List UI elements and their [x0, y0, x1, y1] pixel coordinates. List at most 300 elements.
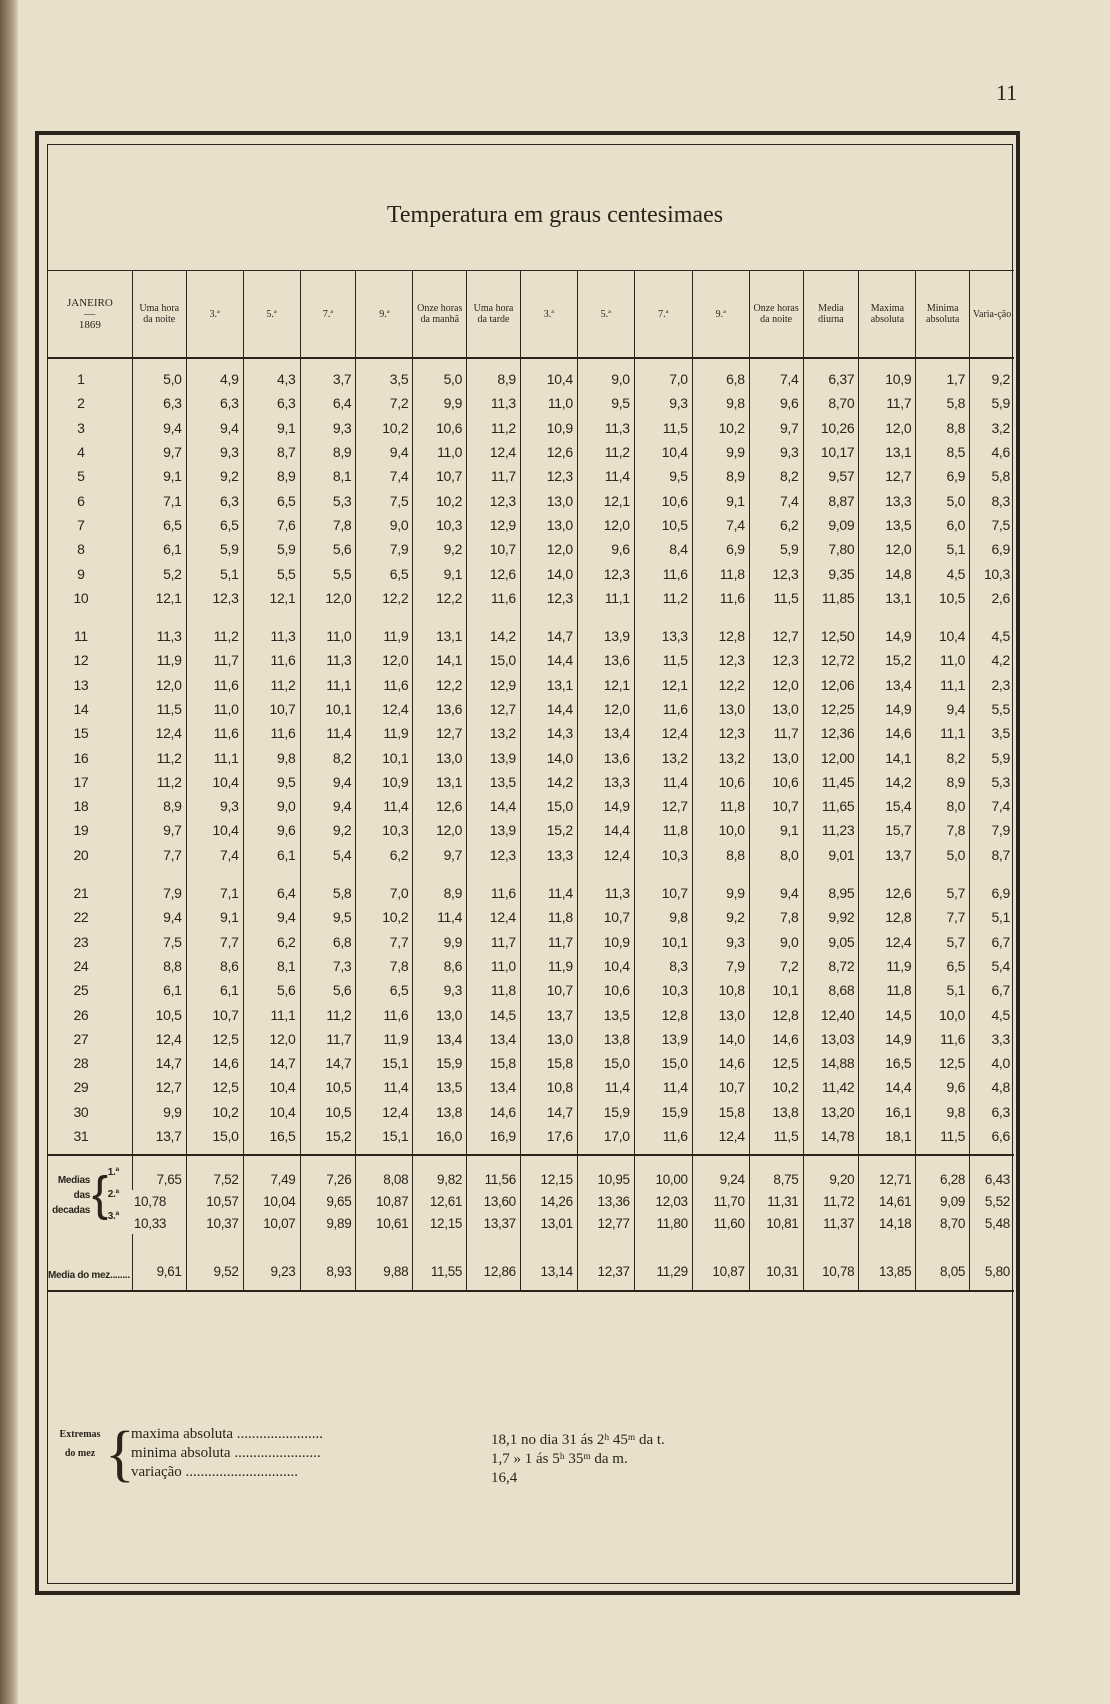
table-cell: 12,15 — [413, 1212, 467, 1234]
table-cell: 6,8 — [692, 358, 749, 391]
table-cell: 8,1 — [300, 464, 356, 488]
table-cell: 11,9 — [356, 610, 413, 648]
table-cell: 7,5 — [356, 488, 413, 512]
table-cell: 13,9 — [577, 610, 634, 648]
header-row — [48, 271, 1014, 359]
table-cell: 11,5 — [634, 648, 692, 672]
table-cell: 14,0 — [520, 745, 577, 769]
table-cell: 14,3 — [520, 721, 577, 745]
column-header: 9.ª — [692, 271, 749, 359]
table-cell: 12,37 — [577, 1260, 634, 1291]
table-cell: 5,1 — [916, 537, 970, 561]
table-cell: 10,3 — [356, 818, 413, 842]
table-cell: 10,07 — [243, 1212, 300, 1234]
table-cell: 9,4 — [916, 697, 970, 721]
table-cell: 9,3 — [186, 794, 243, 818]
table-cell: 14,0 — [520, 561, 577, 585]
table-cell: 7,49 — [243, 1155, 300, 1190]
table-cell: 11,80 — [634, 1212, 692, 1234]
table-cell: 4 — [77, 444, 85, 461]
table-cell: 9,01 — [803, 843, 859, 867]
table-cell: 13,8 — [577, 1027, 634, 1051]
table-cell: 9,4 — [356, 440, 413, 464]
table-cell: 7,9 — [970, 818, 1014, 842]
table-cell: 14,6 — [749, 1027, 803, 1051]
table-cell: 10,2 — [413, 488, 467, 512]
table-cell: 10,1 — [749, 978, 803, 1002]
column-header: 5.ª — [577, 271, 634, 359]
table-cell: 9,09 — [803, 513, 859, 537]
table-row — [48, 1075, 1014, 1099]
table-cell: 9,20 — [803, 1155, 859, 1190]
table-cell: 9,2 — [413, 537, 467, 561]
table-cell: 6,2 — [749, 513, 803, 537]
table-cell: 5,3 — [300, 488, 356, 512]
table-cell: 10,8 — [692, 978, 749, 1002]
table-cell: 12,1 — [634, 673, 692, 697]
table-cell: 4,2 — [970, 648, 1014, 672]
decade-ordinal: 2.ª — [107, 1189, 119, 1201]
table-cell: 9,0 — [577, 358, 634, 391]
table-row — [48, 930, 1014, 954]
table-cell: 9,6 — [577, 537, 634, 561]
table-cell: 11,0 — [186, 697, 243, 721]
table-cell: 11,5 — [634, 416, 692, 440]
table-cell: 10,17 — [803, 440, 859, 464]
table-cell: 6 — [77, 492, 85, 509]
table-cell: 15,7 — [859, 818, 916, 842]
table-cell: 11,6 — [634, 1124, 692, 1155]
table-cell: 12,8 — [859, 905, 916, 929]
table-cell: 14,78 — [803, 1124, 859, 1155]
decade-mean-row — [48, 1190, 1014, 1212]
table-cell: 9,88 — [356, 1260, 413, 1291]
table-cell: 11,37 — [803, 1212, 859, 1234]
table-cell: 11,5 — [749, 1124, 803, 1155]
table-cell: 6,1 — [132, 537, 186, 561]
table-cell: 9,61 — [132, 1260, 186, 1291]
table-cell: 11,2 — [243, 673, 300, 697]
table-cell: 8,5 — [916, 440, 970, 464]
table-cell: 7,2 — [356, 391, 413, 415]
table-cell: 7,4 — [692, 513, 749, 537]
table-cell: 11,29 — [634, 1260, 692, 1291]
table-cell: 10,2 — [749, 1075, 803, 1099]
table-cell: 12,6 — [413, 794, 467, 818]
table-cell: 2 — [77, 395, 85, 412]
table-cell: 7,9 — [132, 867, 186, 905]
table-cell: 23 — [73, 933, 89, 950]
table-cell: 11,4 — [356, 794, 413, 818]
table-cell: 10,6 — [577, 978, 634, 1002]
table-cell: 12,72 — [803, 648, 859, 672]
table-cell: 13,4 — [467, 1075, 521, 1099]
table-cell: 7,0 — [356, 867, 413, 905]
table-cell: 5,9 — [970, 745, 1014, 769]
table-cell: 16,9 — [467, 1124, 521, 1155]
table-cell: 12,77 — [577, 1212, 634, 1234]
table-cell: 9,57 — [803, 464, 859, 488]
table-cell: 6,5 — [356, 978, 413, 1002]
table-cell: 9,24 — [692, 1155, 749, 1190]
table-cell: 6,7 — [970, 978, 1014, 1002]
table-row — [48, 867, 1014, 905]
table-cell: 7,52 — [186, 1155, 243, 1190]
table-cell: 7,4 — [749, 488, 803, 512]
table-cell: 9,4 — [243, 905, 300, 929]
table-cell: 13,0 — [692, 697, 749, 721]
table-cell: 5,4 — [970, 954, 1014, 978]
table-cell: 3,2 — [970, 416, 1014, 440]
table-row — [48, 1124, 1014, 1155]
table-cell: 7,8 — [300, 513, 356, 537]
table-cell: 5,7 — [916, 930, 970, 954]
table-cell: 14,4 — [577, 818, 634, 842]
table-cell: 11,6 — [692, 586, 749, 610]
table-cell: 10,5 — [132, 1002, 186, 1026]
table-cell: 12,2 — [413, 673, 467, 697]
table-cell: 11,6 — [356, 673, 413, 697]
table-cell: 12,7 — [859, 464, 916, 488]
table-cell: 12,7 — [413, 721, 467, 745]
table-cell: 1,7 — [916, 358, 970, 391]
column-header: Onze horas da manhã — [413, 271, 467, 359]
table-cell: 11,0 — [413, 440, 467, 464]
table-cell: 13,20 — [803, 1100, 859, 1124]
table-cell: 10,4 — [916, 610, 970, 648]
column-header: Maxima absoluta — [859, 271, 916, 359]
table-cell: 15,0 — [634, 1051, 692, 1075]
table-cell: 13,1 — [413, 770, 467, 794]
table-cell: 12,9 — [467, 513, 521, 537]
table-cell: 12,8 — [749, 1002, 803, 1026]
page-title: Temperatura em graus centesimaes — [386, 202, 724, 228]
table-cell: 9,7 — [132, 440, 186, 464]
table-cell: 12,3 — [520, 464, 577, 488]
table-cell: 22 — [73, 909, 89, 926]
table-cell: 11,6 — [467, 867, 521, 905]
table-cell: 11,6 — [634, 697, 692, 721]
table-cell: 12,0 — [243, 1027, 300, 1051]
table-cell: 14,88 — [803, 1051, 859, 1075]
table-cell: 11,6 — [243, 721, 300, 745]
table-cell: 13,37 — [467, 1212, 521, 1234]
table-cell: 16 — [73, 749, 89, 766]
table-cell: 12,0 — [520, 537, 577, 561]
table-cell: 7,5 — [132, 930, 186, 954]
table-cell: 11,9 — [356, 1027, 413, 1051]
table-cell: 12,4 — [859, 930, 916, 954]
column-header: Varia-ção — [970, 271, 1014, 359]
table-cell: 12,0 — [749, 673, 803, 697]
table-cell: 5,1 — [186, 561, 243, 585]
table-cell: 8,75 — [749, 1155, 803, 1190]
table-cell: 11,7 — [186, 648, 243, 672]
table-cell: 13,6 — [413, 697, 467, 721]
table-cell: 14,4 — [467, 794, 521, 818]
table-cell: 10,3 — [634, 843, 692, 867]
table-cell: 11,0 — [916, 648, 970, 672]
decade-mean-row — [48, 1212, 1014, 1234]
table-cell: 9 — [77, 565, 85, 582]
table-cell: 6,3 — [132, 391, 186, 415]
extreme-value: 16,4 — [491, 1470, 518, 1486]
table-cell: 17,6 — [520, 1124, 577, 1155]
table-cell: 11,8 — [692, 561, 749, 585]
table-cell: 10,7 — [577, 905, 634, 929]
table-cell: 8,8 — [132, 954, 186, 978]
column-header: 3.ª — [186, 271, 243, 359]
table-row — [48, 440, 1014, 464]
table-cell: 15,0 — [467, 648, 521, 672]
table-cell: 4,5 — [970, 610, 1014, 648]
table-cell: 12,06 — [803, 673, 859, 697]
column-header: Uma hora da tarde — [467, 271, 521, 359]
table-cell: 9,2 — [970, 358, 1014, 391]
table-cell: 11,3 — [577, 416, 634, 440]
table-cell: 11,56 — [467, 1155, 521, 1190]
table-cell: 13,5 — [467, 770, 521, 794]
table-cell: 6,4 — [243, 867, 300, 905]
column-header: 3.ª — [520, 271, 577, 359]
table-cell: 5,1 — [970, 905, 1014, 929]
table-cell: 9,7 — [413, 843, 467, 867]
table-cell: 10,7 — [749, 794, 803, 818]
table-cell: 12,0 — [859, 537, 916, 561]
brace: { — [92, 1168, 108, 1222]
table-row — [48, 1027, 1014, 1051]
table-cell: 11,1 — [916, 673, 970, 697]
table-cell: 14,9 — [859, 610, 916, 648]
table-cell: 7,9 — [356, 537, 413, 561]
table-cell: 12,7 — [634, 794, 692, 818]
table-cell: 6,5 — [356, 561, 413, 585]
table-cell: 15,2 — [520, 818, 577, 842]
table-cell: 11,4 — [300, 721, 356, 745]
table-cell: 16,1 — [859, 1100, 916, 1124]
table-cell: 12,3 — [467, 488, 521, 512]
table-row — [48, 954, 1014, 978]
table-cell: 14,61 — [859, 1190, 916, 1212]
table-cell: 14,7 — [520, 610, 577, 648]
table-cell: 7 — [77, 516, 85, 533]
table-cell: 11,4 — [356, 1075, 413, 1099]
table-cell: 7,7 — [916, 905, 970, 929]
table-cell: 11,2 — [132, 770, 186, 794]
table-cell: 21 — [73, 885, 89, 902]
table-cell: 5,9 — [970, 391, 1014, 415]
table-cell: 5,9 — [186, 537, 243, 561]
table-cell: 7,6 — [243, 513, 300, 537]
table-cell: 11,0 — [467, 954, 521, 978]
column-header: JANEIRO — 1869 — [48, 271, 132, 359]
table-cell: 8,0 — [916, 794, 970, 818]
table-cell: 10,1 — [634, 930, 692, 954]
table-cell: 13,3 — [634, 610, 692, 648]
table-cell: 12,0 — [300, 586, 356, 610]
table-cell: 8,72 — [803, 954, 859, 978]
table-cell: 11,9 — [132, 648, 186, 672]
table-cell: 10,4 — [577, 954, 634, 978]
table-cell: 12,0 — [577, 513, 634, 537]
column-header: Media diurna — [803, 271, 859, 359]
table-cell: 12,86 — [467, 1260, 521, 1291]
table-cell: 7,26 — [300, 1155, 356, 1190]
table-row — [48, 1100, 1014, 1124]
table-row — [48, 697, 1014, 721]
column-header: 9.ª — [356, 271, 413, 359]
table-cell: 7,7 — [132, 843, 186, 867]
table-cell: 8,9 — [916, 770, 970, 794]
table-cell: 27 — [73, 1030, 89, 1047]
table-cell: 11,4 — [577, 464, 634, 488]
table-cell: 14,4 — [520, 697, 577, 721]
table-cell: 10,3 — [970, 561, 1014, 585]
table-cell: 11,45 — [803, 770, 859, 794]
table-cell: 13,7 — [859, 843, 916, 867]
table-cell: 7,2 — [749, 954, 803, 978]
table-cell: 12,1 — [577, 673, 634, 697]
table-cell: 14,0 — [692, 1027, 749, 1051]
table-cell: 14,6 — [859, 721, 916, 745]
table-cell: 6,3 — [186, 391, 243, 415]
table-cell: 9,0 — [356, 513, 413, 537]
table-cell: 8,8 — [692, 843, 749, 867]
spacer-row — [48, 1234, 1014, 1260]
table-cell: 15,8 — [467, 1051, 521, 1075]
table-cell: 9,1 — [132, 464, 186, 488]
table-cell: 7,80 — [803, 537, 859, 561]
table-cell: 30 — [73, 1103, 89, 1120]
table-cell: 12,2 — [692, 673, 749, 697]
table-cell: 10,7 — [467, 537, 521, 561]
table-cell: 9,1 — [692, 488, 749, 512]
table-cell: 12,4 — [132, 721, 186, 745]
table-cell: 8,2 — [916, 745, 970, 769]
decade-mean-row — [48, 1155, 1014, 1190]
table-cell: 12,3 — [749, 648, 803, 672]
table-cell: 12,4 — [467, 440, 521, 464]
table-cell: 11,8 — [520, 905, 577, 929]
table-cell: 13,9 — [467, 745, 521, 769]
table-cell: 13,0 — [749, 697, 803, 721]
table-cell: 11,1 — [300, 673, 356, 697]
table-cell: 12,3 — [692, 648, 749, 672]
table-cell: 10,3 — [413, 513, 467, 537]
table-cell: 4,5 — [970, 1002, 1014, 1026]
table-cell: 11,1 — [186, 745, 243, 769]
table-cell: 13,0 — [692, 1002, 749, 1026]
table-cell: 7,7 — [356, 930, 413, 954]
table-cell: 10,3 — [634, 978, 692, 1002]
table-cell: 5,8 — [916, 391, 970, 415]
table-cell: 6,43 — [970, 1155, 1014, 1190]
table-cell: 13,36 — [577, 1190, 634, 1212]
table-cell: 10,9 — [356, 770, 413, 794]
table-cell: 11,6 — [186, 673, 243, 697]
table-cell: 11,0 — [300, 610, 356, 648]
table-cell: 10 — [73, 589, 89, 606]
table-cell: 12,15 — [520, 1155, 577, 1190]
table-cell: 10,00 — [634, 1155, 692, 1190]
table-cell: 6,9 — [970, 867, 1014, 905]
table-cell: 5 — [77, 468, 85, 485]
table-cell: 8,70 — [916, 1212, 970, 1234]
table-cell: 9,8 — [634, 905, 692, 929]
table-cell: 14,2 — [520, 770, 577, 794]
table-cell: 11,85 — [803, 586, 859, 610]
table-cell: 12,5 — [186, 1027, 243, 1051]
table-cell: 7,3 — [300, 954, 356, 978]
table-row — [48, 843, 1014, 867]
table-cell: 11,2 — [467, 416, 521, 440]
table-cell: 10,04 — [243, 1190, 300, 1212]
table-cell: 13,2 — [692, 745, 749, 769]
table-cell: 10,9 — [859, 358, 916, 391]
table-cell: 10,4 — [186, 818, 243, 842]
table-cell: 8,05 — [916, 1260, 970, 1291]
table-cell: 11,65 — [803, 794, 859, 818]
table-cell: 5,52 — [970, 1190, 1014, 1212]
table-cell: 9,3 — [749, 440, 803, 464]
table-cell: 12,4 — [577, 843, 634, 867]
table-cell: 10,4 — [520, 358, 577, 391]
table-cell: 9,2 — [692, 905, 749, 929]
table-cell: 8,87 — [803, 488, 859, 512]
column-header: 5.ª — [243, 271, 300, 359]
table-cell: 8,9 — [413, 867, 467, 905]
table-cell: 8,08 — [356, 1155, 413, 1190]
table-cell: 14,6 — [186, 1051, 243, 1075]
table-cell: 10,7 — [692, 1075, 749, 1099]
table-cell: 8,7 — [243, 440, 300, 464]
table-cell: 11,4 — [577, 1075, 634, 1099]
table-cell: 13,4 — [577, 721, 634, 745]
table-cell: 8,3 — [970, 488, 1014, 512]
table-cell: 13,5 — [413, 1075, 467, 1099]
table-cell: 12,0 — [413, 818, 467, 842]
extreme-key: minima absoluta ....................... — [131, 1445, 321, 1461]
table-cell: 3,3 — [970, 1027, 1014, 1051]
table-cell: 7,65 — [132, 1155, 186, 1190]
table-cell: 11,1 — [243, 1002, 300, 1026]
table-cell: 14,5 — [467, 1002, 521, 1026]
table-cell: 15,1 — [356, 1051, 413, 1075]
table-cell: 9,2 — [300, 818, 356, 842]
table-row — [48, 561, 1014, 585]
table-cell: 4,6 — [970, 440, 1014, 464]
table-cell: 15,2 — [859, 648, 916, 672]
table-cell: 10,4 — [243, 1075, 300, 1099]
table-cell: 11,5 — [916, 1124, 970, 1155]
table-row — [48, 770, 1014, 794]
table-cell: 10,2 — [356, 416, 413, 440]
table-cell: 11,3 — [243, 610, 300, 648]
month-mean-row — [48, 1260, 1014, 1291]
table-cell: 10,37 — [186, 1212, 243, 1234]
table-cell: 10,7 — [634, 867, 692, 905]
table-cell: 7,9 — [692, 954, 749, 978]
table-cell: 24 — [73, 957, 89, 974]
table-cell: 5,80 — [970, 1260, 1014, 1291]
table-cell: 9,7 — [132, 818, 186, 842]
table-cell: 10,6 — [692, 770, 749, 794]
table-cell: 13,4 — [859, 673, 916, 697]
table-row — [48, 586, 1014, 610]
table-cell: 10,5 — [634, 513, 692, 537]
table-cell: 13,8 — [413, 1100, 467, 1124]
column-header: Minima absoluta — [916, 271, 970, 359]
